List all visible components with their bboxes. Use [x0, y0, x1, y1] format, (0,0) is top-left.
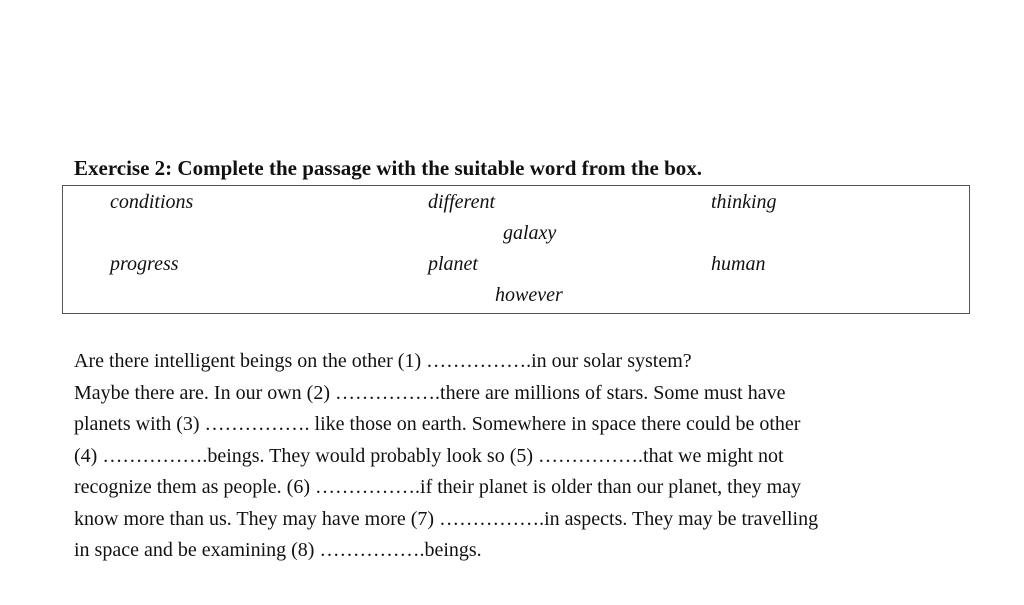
- word-thinking: thinking: [711, 191, 777, 213]
- passage-line: Maybe there are. In our own (2) …………….there are millions of stars. Some must have: [74, 381, 786, 404]
- passage-line: know more than us. They may have more (7) …………….in aspects. They may be travelling: [74, 507, 819, 530]
- passage-line: in space and be examining (8) …………….beings.: [74, 539, 482, 561]
- word-however: however: [495, 284, 563, 306]
- passage-line: (4) …………….beings. They would probably look so (5) …………….that we might not: [74, 444, 784, 467]
- exercise-title: Exercise 2: Complete the passage with the suitable word from the box.: [74, 156, 703, 180]
- word-different: different: [428, 191, 496, 213]
- word-conditions: conditions: [110, 191, 194, 213]
- passage: [74, 346, 974, 567]
- word-box: [62, 185, 970, 314]
- word-progress: progress: [110, 253, 179, 275]
- passage-line: recognize them as people. (6) …………….if their planet is older than our planet, they may: [74, 476, 802, 498]
- word-planet: planet: [428, 253, 478, 275]
- word-human: human: [711, 253, 766, 275]
- passage-line: Are there intelligent beings on the other (1) …………….in our solar system?: [74, 350, 692, 372]
- passage-line: planets with (3) ……………. like those on earth. Somewhere in space there could be other: [74, 413, 801, 435]
- word-galaxy: galaxy: [503, 222, 557, 244]
